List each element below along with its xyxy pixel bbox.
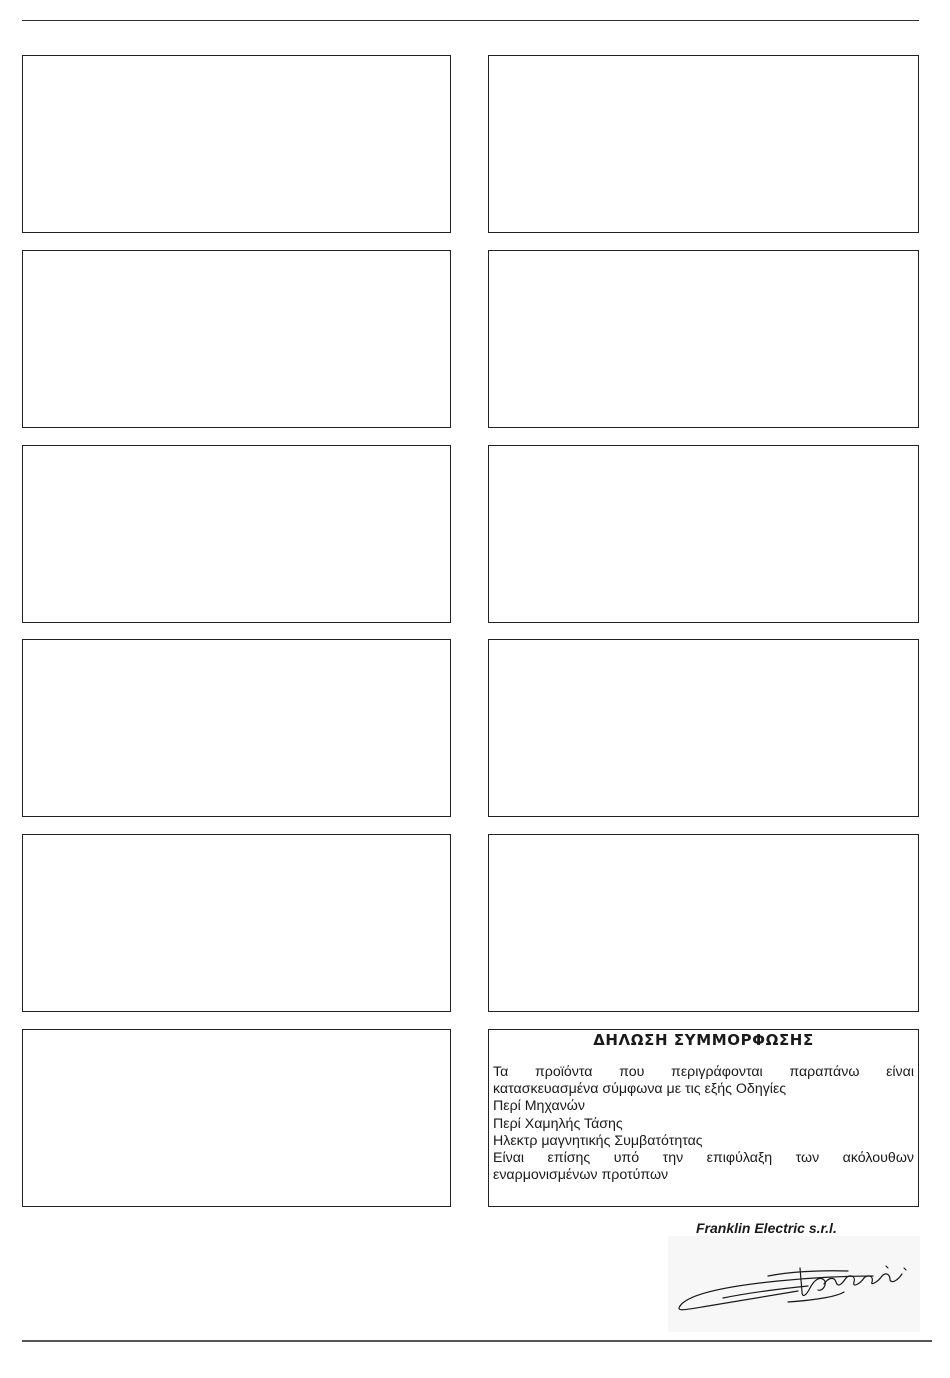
- bottom-rule: [22, 1340, 932, 1342]
- empty-box-7: [22, 639, 451, 817]
- empty-box-5: [22, 445, 451, 623]
- declaration-line: Τα προϊόντα που περιγράφονται παραπάνω είναι: [493, 1064, 914, 1080]
- empty-box-2: [488, 55, 919, 233]
- declaration-line: Περί Χαμηλής Τάσης: [493, 1115, 623, 1132]
- empty-box-3: [22, 250, 451, 428]
- signature-icon: [668, 1236, 920, 1332]
- declaration-title: ΔΗΛΩΣΗ ΣΥΜΜΟΡΦΩΣΗΣ: [593, 1031, 814, 1049]
- company-name: Franklin Electric s.r.l.: [696, 1220, 837, 1236]
- empty-box-6: [488, 445, 919, 623]
- declaration-line: Ηλεκτρ μαγνητικής Συμβατότητας: [493, 1132, 703, 1149]
- declaration-line: Είναι επίσης υπό την επιφύλαξη των ακόλουθων: [493, 1150, 914, 1167]
- empty-box-9: [22, 834, 451, 1012]
- empty-box-1: [22, 55, 451, 233]
- declaration-line: κατασκευασμένα σύμφωνα με τις εξής Οδηγίες: [493, 1081, 787, 1098]
- declaration-line: Περί Μηχανών: [493, 1098, 585, 1115]
- empty-box-11: [22, 1029, 451, 1207]
- top-rule: [22, 20, 919, 21]
- empty-box-4: [488, 250, 919, 428]
- declaration-line: εναρμονισμένων προτύπων: [493, 1167, 669, 1184]
- empty-box-10: [488, 834, 919, 1012]
- empty-box-8: [488, 639, 919, 817]
- declaration-body: [493, 1064, 914, 1184]
- declaration-box: [488, 1029, 919, 1207]
